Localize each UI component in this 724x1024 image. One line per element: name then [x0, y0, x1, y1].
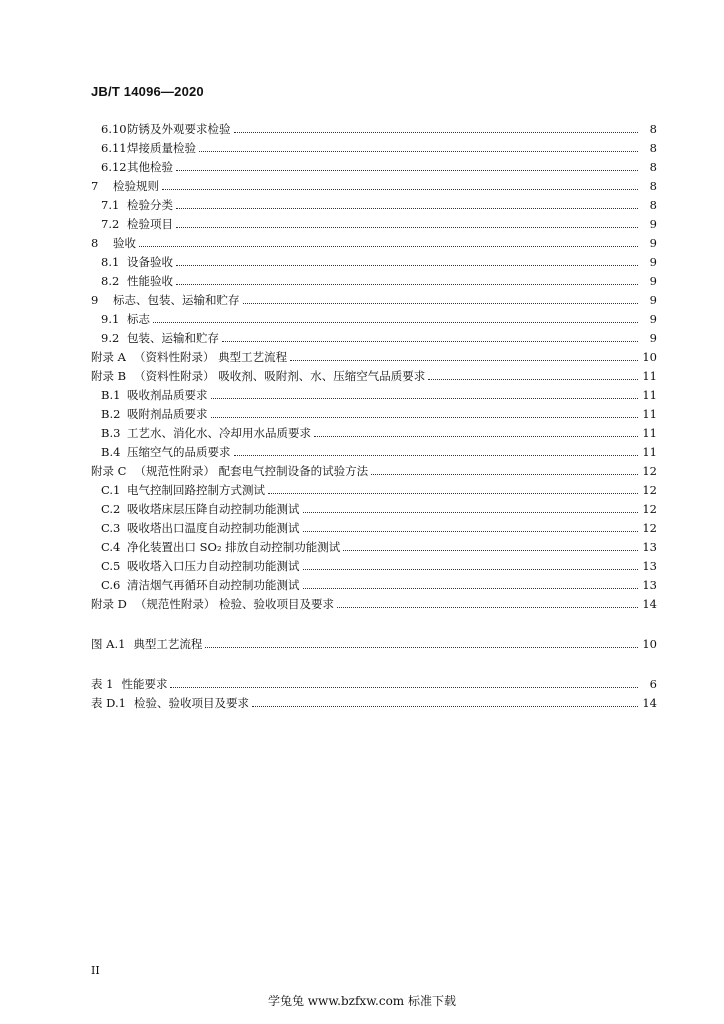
toc-number: 附录 C: [91, 464, 127, 478]
leader-dots: [303, 568, 639, 570]
toc-title: （资料性附录） 吸收剂、吸附剂、水、压缩空气品质要求: [134, 369, 426, 383]
toc-entry[interactable]: [0, 213, 724, 231]
toc-page: 9: [649, 331, 657, 345]
toc-entry[interactable]: [0, 137, 724, 155]
leader-dots: [234, 454, 639, 456]
toc-title: 工艺水、消化水、冷却用水品质要求: [127, 426, 311, 440]
toc-number: 6.11: [101, 141, 127, 155]
toc-entry-table[interactable]: [0, 692, 724, 710]
toc-title: 检验项目: [127, 217, 173, 231]
toc-page: 12: [642, 521, 657, 535]
toc-number: 9: [91, 293, 99, 307]
toc-entry[interactable]: [0, 270, 724, 288]
toc-page: 10: [642, 637, 657, 651]
toc-entry[interactable]: [0, 574, 724, 592]
toc-entry-appendix[interactable]: [0, 460, 724, 478]
toc-page: 9: [649, 312, 657, 326]
toc-entry[interactable]: [0, 384, 724, 402]
leader-dots: [205, 646, 638, 648]
toc-page: 11: [642, 369, 657, 383]
leader-dots: [371, 473, 638, 475]
toc-number: 7.1: [101, 198, 120, 212]
toc-title: 标志、包装、运输和贮存: [113, 293, 240, 307]
toc-number: 附录 D: [91, 597, 127, 611]
leader-dots: [162, 188, 638, 190]
document-header: JB/T 14096—2020: [91, 84, 204, 99]
toc-entry-appendix[interactable]: [0, 593, 724, 611]
toc-page: 14: [642, 597, 657, 611]
leader-dots: [343, 549, 638, 551]
toc-number: 9.2: [101, 331, 120, 345]
toc-page: 8: [649, 141, 657, 155]
toc-entry[interactable]: [0, 156, 724, 174]
toc-page: 8: [649, 160, 657, 174]
toc-number: 6.10: [101, 122, 127, 136]
toc-page: 11: [642, 445, 657, 459]
toc-entry[interactable]: [0, 422, 724, 440]
toc-number: 附录 A: [91, 350, 126, 364]
page-number: II: [91, 964, 100, 977]
toc-number: 附录 B: [91, 369, 127, 383]
toc-number: C.2: [101, 502, 121, 516]
toc-number: B.3: [101, 426, 121, 440]
leader-dots: [176, 169, 638, 171]
leader-dots: [222, 340, 638, 342]
toc-title: 设备验收: [127, 255, 173, 269]
toc-title: 性能要求: [121, 677, 168, 691]
toc-title: 包装、运输和贮存: [127, 331, 219, 345]
leader-dots: [252, 705, 638, 707]
toc-number: B.4: [101, 445, 121, 459]
leader-dots: [139, 245, 638, 247]
toc-title: 吸收塔床层压降自动控制功能测试: [127, 502, 300, 516]
toc-page: 9: [649, 293, 657, 307]
toc-entry-appendix[interactable]: [0, 365, 724, 383]
toc-number: C.4: [101, 540, 121, 554]
toc-page: 10: [642, 350, 657, 364]
toc-entry[interactable]: [0, 403, 724, 421]
toc-page: 12: [642, 464, 657, 478]
toc-number: 9.1: [101, 312, 120, 326]
leader-dots: [268, 492, 638, 494]
toc-entry[interactable]: [0, 536, 724, 554]
toc-page: 11: [642, 426, 657, 440]
toc-title: 吸附剂品质要求: [127, 407, 208, 421]
toc-title: 典型工艺流程: [133, 637, 203, 651]
toc-number: 6.12: [101, 160, 127, 174]
toc-number: 7.2: [101, 217, 120, 231]
leader-dots: [176, 226, 638, 228]
leader-dots: [290, 359, 638, 361]
leader-dots: [211, 397, 639, 399]
toc-page: 14: [642, 696, 657, 710]
watermark-text: 学兔兔 www.bzfxw.com 标准下载: [267, 994, 457, 1008]
toc-number: C.3: [101, 521, 121, 535]
toc-number: 表 D.1: [91, 696, 126, 710]
toc-title: 吸收塔出口温度自动控制功能测试: [127, 521, 300, 535]
toc-page: 13: [642, 578, 657, 592]
leader-dots: [243, 302, 639, 304]
toc-number: 8: [91, 236, 99, 250]
toc-page: 11: [642, 388, 657, 402]
toc-number: C.1: [101, 483, 121, 497]
toc-title: 标志: [127, 312, 150, 326]
leader-dots: [303, 511, 639, 513]
toc-number: 8.1: [101, 255, 120, 269]
toc-title: 性能验收: [127, 274, 173, 288]
toc-entry-figure[interactable]: [0, 633, 724, 651]
toc-entry[interactable]: [0, 498, 724, 516]
toc-number: 7: [91, 179, 99, 193]
toc-title: 净化装置出口 SO₂ 排放自动控制功能测试: [127, 540, 341, 554]
toc-page: 8: [649, 122, 657, 136]
toc-entry[interactable]: [0, 308, 724, 326]
toc-page: 13: [642, 540, 657, 554]
leader-dots: [303, 530, 639, 532]
toc-page: 8: [649, 179, 657, 193]
toc-number: 8.2: [101, 274, 120, 288]
toc-number: 表 1: [91, 677, 114, 691]
toc-title: 检验、验收项目及要求: [133, 696, 249, 710]
toc-entry[interactable]: [0, 441, 724, 459]
toc-entry[interactable]: [0, 251, 724, 269]
toc-title: 清洁烟气再循环自动控制功能测试: [127, 578, 300, 592]
toc-page: 9: [649, 255, 657, 269]
toc-entry[interactable]: [0, 194, 724, 212]
toc-number: B.2: [101, 407, 121, 421]
toc-page: 12: [642, 502, 657, 516]
leader-dots: [211, 416, 639, 418]
leader-dots: [176, 207, 638, 209]
toc-entry[interactable]: [0, 289, 724, 307]
toc-title: 吸收剂品质要求: [127, 388, 208, 402]
leader-dots: [234, 131, 639, 133]
leader-dots: [337, 606, 638, 608]
leader-dots: [314, 435, 638, 437]
toc-title: （资料性附录） 典型工艺流程: [133, 350, 288, 364]
toc-number: 图 A.1: [91, 637, 126, 651]
toc-title: 压缩空气的品质要求: [127, 445, 231, 459]
leader-dots: [428, 378, 638, 380]
toc-title: 电气控制回路控制方式测试: [127, 483, 265, 497]
toc-number: C.5: [101, 559, 121, 573]
toc-title: 吸收塔入口压力自动控制功能测试: [127, 559, 300, 573]
toc-page: 9: [649, 274, 657, 288]
toc-page: 12: [642, 483, 657, 497]
leader-dots: [153, 321, 638, 323]
toc-page: 6: [649, 677, 657, 691]
toc-title: 检验规则: [113, 179, 159, 193]
toc-title: 焊接质量检验: [127, 141, 196, 155]
toc-entry[interactable]: [0, 232, 724, 250]
toc-entry[interactable]: [0, 175, 724, 193]
toc-entry[interactable]: [0, 118, 724, 136]
toc-title: 检验分类: [127, 198, 173, 212]
toc-page: 9: [649, 236, 657, 250]
toc-number: C.6: [101, 578, 121, 592]
toc-page: 8: [649, 198, 657, 212]
toc-page: 9: [649, 217, 657, 231]
leader-dots: [199, 150, 638, 152]
toc-title: 防锈及外观要求检验: [127, 122, 231, 136]
leader-dots: [176, 264, 638, 266]
toc-page: 13: [642, 559, 657, 573]
toc-title: 验收: [113, 236, 136, 250]
toc-entry[interactable]: [0, 555, 724, 573]
toc-entry[interactable]: [0, 327, 724, 345]
toc-entry-appendix[interactable]: [0, 346, 724, 364]
toc-title: （规范性附录） 配套电气控制设备的试验方法: [134, 464, 369, 478]
leader-dots: [176, 283, 638, 285]
toc-number: B.1: [101, 388, 121, 402]
toc-title: （规范性附录） 检验、验收项目及要求: [134, 597, 335, 611]
leader-dots: [303, 587, 639, 589]
toc-entry-table[interactable]: [0, 673, 724, 691]
toc-title: 其他检验: [127, 160, 173, 174]
toc-entry[interactable]: [0, 517, 724, 535]
leader-dots: [170, 686, 638, 688]
toc-page: 11: [642, 407, 657, 421]
toc-entry[interactable]: [0, 479, 724, 497]
